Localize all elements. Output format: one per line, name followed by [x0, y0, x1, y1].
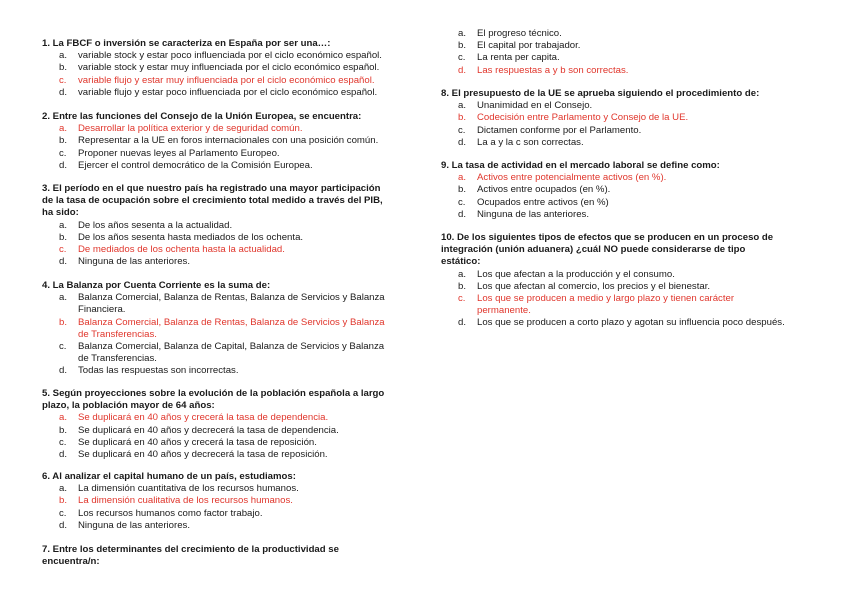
- option-text: Desarrollar la política exterior y de seguridad común.: [78, 123, 303, 135]
- options-list: [441, 172, 807, 221]
- option-text: Todas las respuestas son incorrectas.: [78, 365, 239, 377]
- option-text: De los años sesenta a la actualidad.: [78, 219, 233, 231]
- option-d: [441, 317, 807, 329]
- question-1: [42, 38, 408, 99]
- options-list: [42, 412, 408, 461]
- option-letter: c.: [458, 52, 466, 64]
- options-list: [42, 123, 408, 172]
- option-letter: b.: [59, 135, 68, 147]
- option-text: Los que afectan al comercio, los precios y el bienestar.: [477, 280, 711, 292]
- option-text: Se duplicará en 40 años y decrecerá la tasa de dependencia.: [78, 424, 339, 436]
- option-text: De mediados de los ochenta hasta la actualidad.: [78, 244, 285, 256]
- question-text: 2. Entre las funciones del Consejo de la Unión Europea, se encuentra:: [42, 111, 362, 122]
- option-a-correct: [441, 172, 807, 184]
- option-letter: a.: [458, 28, 467, 39]
- option-text: Las respuestas a y b son correctas.: [477, 64, 629, 76]
- options-list: [42, 292, 408, 377]
- question-3: [42, 183, 408, 268]
- option-letter: b.: [59, 424, 68, 436]
- option-letter: a.: [59, 219, 68, 231]
- option-b: [42, 62, 408, 74]
- option-text: Representar a la UE en foros internacionales con una posición común.: [78, 135, 379, 147]
- options-list: [42, 483, 408, 532]
- options-list: [441, 28, 807, 77]
- option-text: De los años sesenta hasta mediados de los ochenta.: [78, 231, 304, 243]
- option-text: variable flujo y estar muy influenciada por el ciclo económico español.: [78, 74, 375, 86]
- option-text: Activos entre potencialmente activos (en %).: [477, 172, 667, 184]
- option-d: [441, 209, 807, 221]
- option-text: Los que se producen a corto plazo y agotan su influencia poco después.: [477, 317, 785, 329]
- option-a: [441, 100, 807, 112]
- options-list: [42, 220, 408, 269]
- option-a: [42, 50, 408, 62]
- option-letter: d.: [59, 519, 68, 531]
- option-letter: c.: [59, 436, 67, 448]
- option-letter: c.: [59, 244, 67, 256]
- question-10: [441, 232, 807, 330]
- option-text: Balanza Comercial, Balanza de Rentas, Balanza de Servicios y Balanza de Transferencias.: [78, 316, 385, 340]
- option-c-correct: [441, 293, 807, 317]
- question-4: [42, 280, 408, 378]
- option-letter: a.: [458, 100, 467, 112]
- question-text: 6. Al analizar el capital humano de un país, estudiamos:: [42, 471, 296, 482]
- question-5: [42, 388, 408, 461]
- option-b-correct: [441, 112, 807, 124]
- option-letter: d.: [59, 365, 68, 377]
- option-letter: b.: [458, 40, 467, 52]
- option-c: [42, 437, 408, 449]
- option-text: Se duplicará en 40 años y decrecerá la tasa de reposición.: [78, 449, 328, 461]
- option-letter: a.: [458, 268, 467, 280]
- option-c: [42, 341, 408, 365]
- option-letter: a.: [59, 292, 68, 304]
- option-text: La dimensión cuantitativa de los recursos humanos.: [78, 483, 299, 495]
- option-d: [42, 160, 408, 172]
- option-text: Se duplicará en 40 años y crecerá la tasa de reposición.: [78, 436, 317, 448]
- option-letter: b.: [458, 280, 467, 292]
- question-text: 9. La tasa de actividad en el mercado laboral se define como:: [441, 160, 720, 171]
- option-c: [441, 125, 807, 137]
- option-b-correct: [42, 317, 408, 341]
- option-text: La renta per capita.: [477, 52, 560, 64]
- option-text: La dimensión cualitativa de los recursos humanos.: [78, 495, 293, 507]
- option-text: Los recursos humanos como factor trabajo.: [78, 507, 263, 519]
- option-letter: c.: [458, 124, 466, 136]
- option-letter: b.: [59, 495, 68, 507]
- option-text: Dictamen conforme por el Parlamento.: [477, 124, 642, 136]
- option-a: [42, 483, 408, 495]
- option-text: Activos entre ocupados (en %).: [477, 184, 611, 196]
- question-text: 7. Entre los determinantes del crecimiento de la productividad se encuentra/n:: [42, 544, 339, 568]
- option-b: [441, 184, 807, 196]
- option-letter: a.: [59, 412, 68, 424]
- option-d: [42, 87, 408, 99]
- option-text: Proponer nuevas leyes al Parlamento Europeo.: [78, 147, 280, 159]
- option-text: Los que afectan a la producción y el consumo.: [477, 268, 675, 280]
- question-text: 3. El período en el que nuestro país ha registrado una mayor participación de la tasa de ocupación sobre el crecimiento total medido a través del PIB, ha sido:: [42, 183, 383, 219]
- option-d-correct: [441, 65, 807, 77]
- option-b: [42, 135, 408, 147]
- option-c: [441, 52, 807, 64]
- option-c: [42, 508, 408, 520]
- option-letter: a.: [458, 172, 467, 184]
- option-a: [441, 28, 807, 40]
- option-text: Unanimidad en el Consejo.: [477, 100, 593, 112]
- option-letter: c.: [59, 507, 67, 519]
- option-letter: a.: [59, 123, 68, 135]
- option-b: [42, 425, 408, 437]
- options-list: [441, 100, 807, 149]
- options-list: [42, 50, 408, 99]
- option-a: [42, 292, 408, 316]
- option-text: Ninguna de las anteriores.: [78, 256, 190, 268]
- option-a-correct: [42, 412, 408, 424]
- option-text: Balanza Comercial, Balanza de Capital, Balanza de Servicios y Balanza de Transferencias.: [78, 341, 385, 365]
- option-c-correct: [42, 244, 408, 256]
- option-letter: b.: [458, 184, 467, 196]
- option-text: El capital por trabajador.: [477, 40, 581, 52]
- question-text: 1. La FBCF o inversión se caracteriza en España por ser una…:: [42, 38, 331, 49]
- option-c: [441, 197, 807, 209]
- option-b: [441, 40, 807, 52]
- option-d: [42, 256, 408, 268]
- option-text: variable stock y estar muy influenciada por el ciclo económico español.: [78, 62, 380, 74]
- option-text: El progreso técnico.: [477, 28, 562, 39]
- question-text: 8. El presupuesto de la UE se aprueba siguiendo el procedimiento de:: [441, 88, 760, 99]
- option-letter: c.: [458, 293, 466, 305]
- question-9: [441, 160, 807, 221]
- option-text: Se duplicará en 40 años y crecerá la tasa de dependencia.: [78, 412, 329, 424]
- option-text: Ninguna de las anteriores.: [477, 208, 589, 220]
- option-b: [42, 232, 408, 244]
- option-letter: d.: [59, 159, 68, 171]
- option-letter: d.: [59, 86, 68, 98]
- option-text: Codecisión entre Parlamento y Consejo de la UE.: [477, 112, 689, 124]
- option-letter: c.: [458, 196, 466, 208]
- option-b: [441, 281, 807, 293]
- option-text: Ejercer el control democrático de la Comisión Europea.: [78, 159, 313, 171]
- option-c: [42, 148, 408, 160]
- option-letter: b.: [59, 231, 68, 243]
- option-d: [42, 520, 408, 532]
- option-text: variable stock y estar poco influenciada por el ciclo económico español.: [78, 50, 382, 62]
- option-letter: a.: [59, 483, 68, 495]
- option-letter: b.: [458, 112, 467, 124]
- question-7: [42, 544, 408, 568]
- option-letter: d.: [458, 317, 467, 329]
- option-letter: d.: [458, 208, 467, 220]
- question-8: [441, 88, 807, 149]
- option-letter: d.: [59, 449, 68, 461]
- option-d: [42, 365, 408, 377]
- option-letter: a.: [59, 50, 68, 62]
- option-letter: d.: [458, 136, 467, 148]
- option-text: variable flujo y estar poco influenciada por el ciclo económico español.: [78, 86, 378, 98]
- option-d: [441, 137, 807, 149]
- option-letter: b.: [59, 62, 68, 74]
- option-text: Ocupados entre activos (en %): [477, 196, 609, 208]
- option-letter: c.: [59, 341, 67, 353]
- option-text: Ninguna de las anteriores.: [78, 519, 190, 531]
- option-a: [42, 220, 408, 232]
- question-text: 4. La Balanza por Cuenta Corriente es la suma de:: [42, 280, 271, 291]
- option-letter: c.: [59, 74, 67, 86]
- question-2: [42, 111, 408, 172]
- option-a-correct: [42, 123, 408, 135]
- option-text: La a y la c son correctas.: [477, 136, 584, 148]
- option-d: [42, 449, 408, 461]
- option-a: [441, 269, 807, 281]
- option-letter: b.: [59, 316, 68, 328]
- question-text: 10. De los siguientes tipos de efectos que se producen en un proceso de integración (unión aduanera) ¿cuál NO puede considerarse de tipo estático:: [441, 232, 774, 268]
- option-text: Balanza Comercial, Balanza de Rentas, Balanza de Servicios y Balanza Financiera.: [78, 292, 385, 316]
- question-6: [42, 471, 408, 532]
- option-letter: d.: [458, 64, 467, 76]
- question-7-options: [441, 28, 807, 77]
- option-b-correct: [42, 495, 408, 507]
- question-text: 5. Según proyecciones sobre la evolución de la población española a largo plazo, la población mayor de 64 años:: [42, 388, 385, 412]
- option-text: Los que se producen a medio y largo plazo y tienen carácter permanente.: [477, 293, 735, 317]
- option-letter: c.: [59, 147, 67, 159]
- option-letter: d.: [59, 256, 68, 268]
- options-list: [441, 269, 807, 330]
- option-c-correct: [42, 75, 408, 87]
